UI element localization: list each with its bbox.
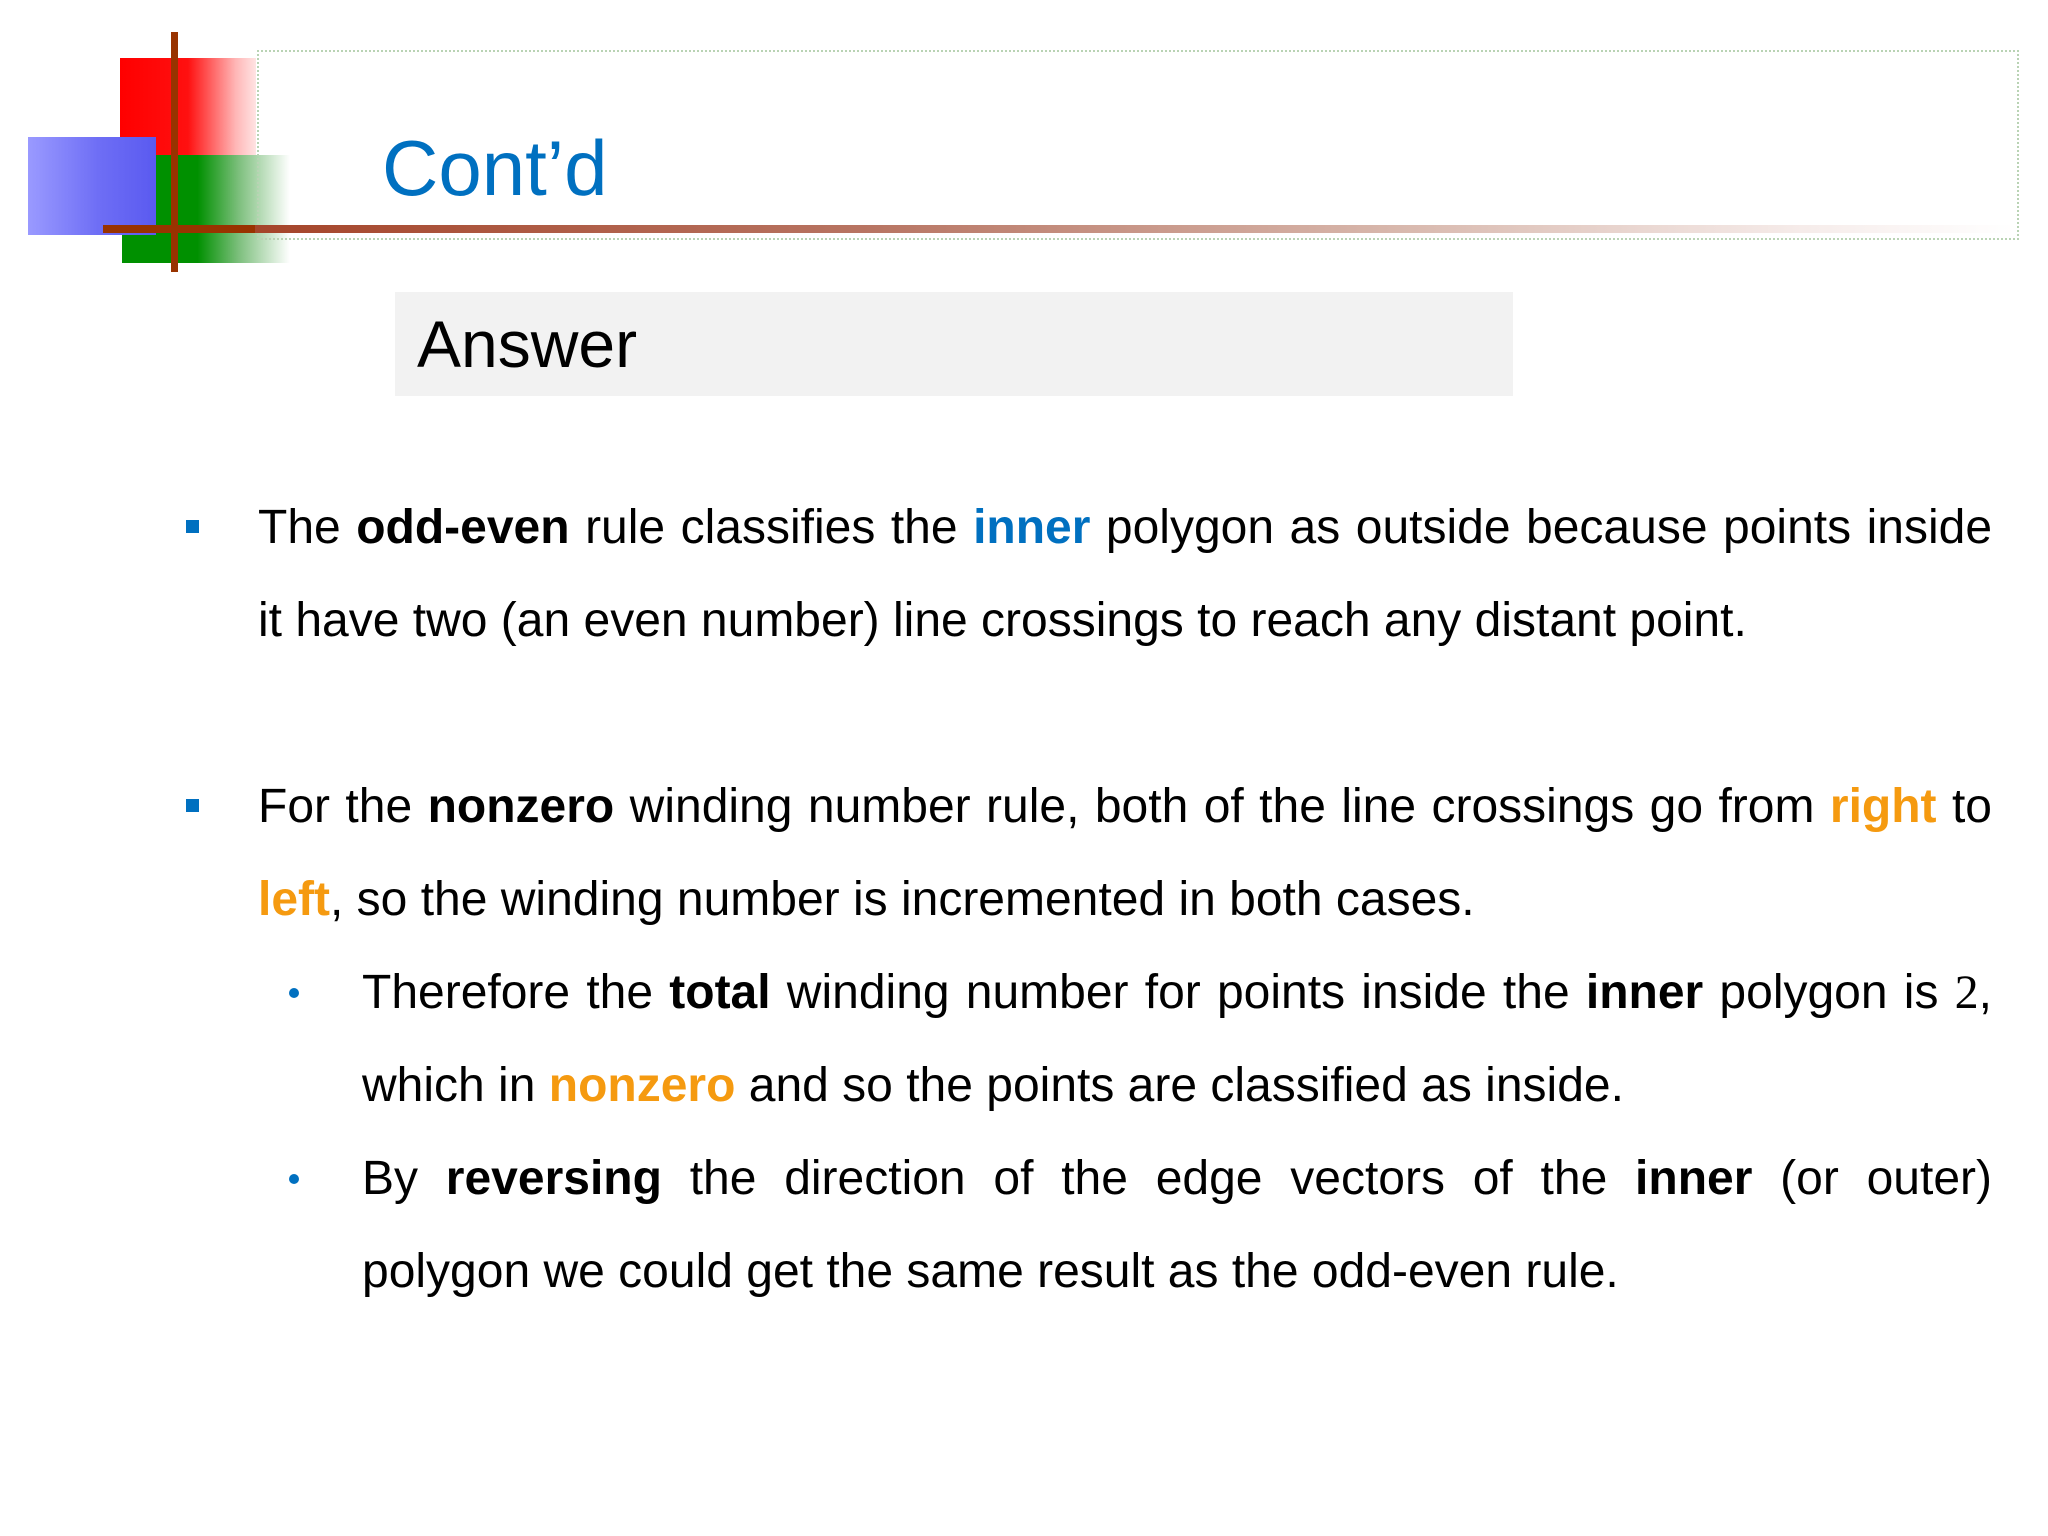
answer-label: Answer bbox=[417, 307, 638, 381]
bullet-text-run: right bbox=[1829, 780, 1937, 833]
bullet-text-run: , which in bbox=[362, 966, 1993, 1112]
bullet-text-run: 2 bbox=[1954, 966, 1979, 1019]
dot-bullet-icon bbox=[289, 988, 299, 998]
bullet-text-run: to bbox=[1936, 780, 1992, 833]
bullet-text-run: odd-even bbox=[356, 501, 570, 554]
logo-vertical-bar bbox=[171, 32, 178, 272]
bullet-text-run: winding number rule, both of the line crossings go from bbox=[614, 780, 1830, 833]
bullet-text-run: left bbox=[258, 873, 330, 926]
decorative-logo bbox=[0, 0, 300, 290]
answer-box bbox=[395, 292, 1513, 396]
bullet-text-run: For the bbox=[258, 780, 428, 833]
bullet-text-run: (or outer) polygon we could get the same result as the odd-even rule. bbox=[362, 1152, 1993, 1298]
bullet-text-run: polygon is bbox=[1703, 966, 1955, 1019]
bullet-text-run: inner bbox=[973, 501, 1091, 554]
bullet-text-run: and so the points are classified as inside. bbox=[735, 1059, 1624, 1112]
bullet-text-run: inner bbox=[1585, 966, 1704, 1019]
sub-bullet-total-winding bbox=[362, 946, 1992, 1132]
bullet-text-run: total bbox=[669, 966, 771, 1019]
logo-horizontal-bar bbox=[103, 225, 261, 233]
bullet-text-run: Therefore the bbox=[362, 966, 670, 1019]
logo-blue-square bbox=[28, 137, 156, 235]
bullet-text-run: reversing bbox=[445, 1152, 662, 1205]
bullet-text-run: rule classifies the bbox=[569, 501, 974, 554]
bullet-text-run: , so the winding number is incremented in both cases. bbox=[330, 873, 1475, 926]
bullet-text-run: nonzero bbox=[427, 780, 615, 833]
title-underline-rule bbox=[255, 225, 2015, 233]
bullet-nonzero-rule bbox=[258, 760, 1992, 946]
dot-bullet-icon bbox=[289, 1174, 299, 1184]
bullet-text-run: winding number for points inside the bbox=[770, 966, 1586, 1019]
square-bullet-icon bbox=[186, 799, 199, 812]
bullet-text-run: By bbox=[362, 1152, 446, 1205]
bullet-text-run: nonzero bbox=[548, 1059, 736, 1112]
bullet-text-run: the direction of the edge vectors of the bbox=[661, 1152, 1636, 1205]
bullet-odd-even-rule bbox=[258, 481, 1992, 667]
bullet-text-run: polygon as outside because points inside it have two (an even number) line crossings to reach any distant point. bbox=[258, 501, 1993, 647]
bullet-text-run: inner bbox=[1635, 1152, 1753, 1205]
square-bullet-icon bbox=[186, 520, 199, 533]
bullet-text-run: The bbox=[258, 501, 357, 554]
sub-bullet-reversing bbox=[362, 1132, 1992, 1318]
slide-title: Cont’d bbox=[382, 124, 608, 212]
